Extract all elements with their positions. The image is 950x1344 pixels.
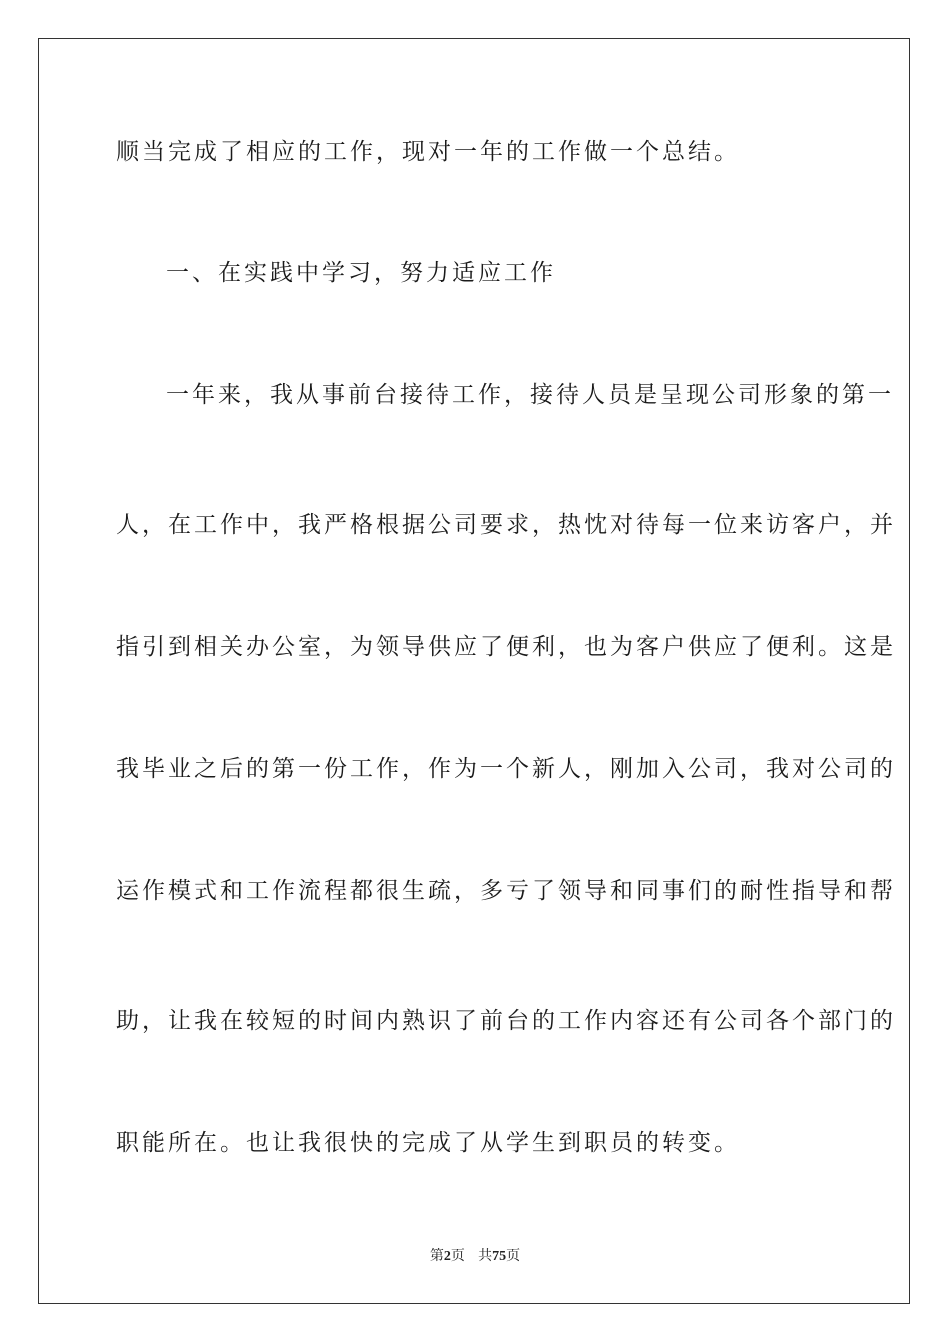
page-prefix: 第: [429, 1248, 444, 1264]
page-footer: [0, 1247, 950, 1266]
paragraph-line-8: 助，让我在较短的时间内熟识了前台的工作内容还有公司各个部门的: [116, 1008, 896, 1034]
paragraph-line-5: 指引到相关办公室，为领导供应了便利，也为客户供应了便利。这是: [116, 634, 896, 660]
paragraph-line-7: 运作模式和工作流程都很生疏，多亏了领导和同事们的耐性指导和帮: [116, 878, 896, 904]
page-border: [38, 38, 910, 1304]
paragraph-line-4: 人，在工作中，我严格根据公司要求，热忱对待每一位来访客户，并: [116, 512, 896, 538]
paragraph-line-3: 一年来，我从事前台接待工作，接待人员是呈现公司形象的第一: [166, 382, 894, 408]
section-heading: 一、在实践中学习，努力适应工作: [166, 260, 556, 286]
paragraph-line-6: 我毕业之后的第一份工作，作为一个新人，刚加入公司，我对公司的: [116, 756, 896, 782]
paragraph-line-1: 顺当完成了相应的工作，现对一年的工作做一个总结。: [116, 139, 740, 165]
total-prefix: 共: [478, 1248, 493, 1264]
total-suffix: 页: [506, 1248, 521, 1264]
page-suffix: 页: [450, 1248, 465, 1264]
total-pages: 75: [492, 1249, 507, 1264]
paragraph-line-9: 职能所在。也让我很快的完成了从学生到职员的转变。: [116, 1130, 740, 1156]
page-number: 2: [443, 1249, 451, 1264]
